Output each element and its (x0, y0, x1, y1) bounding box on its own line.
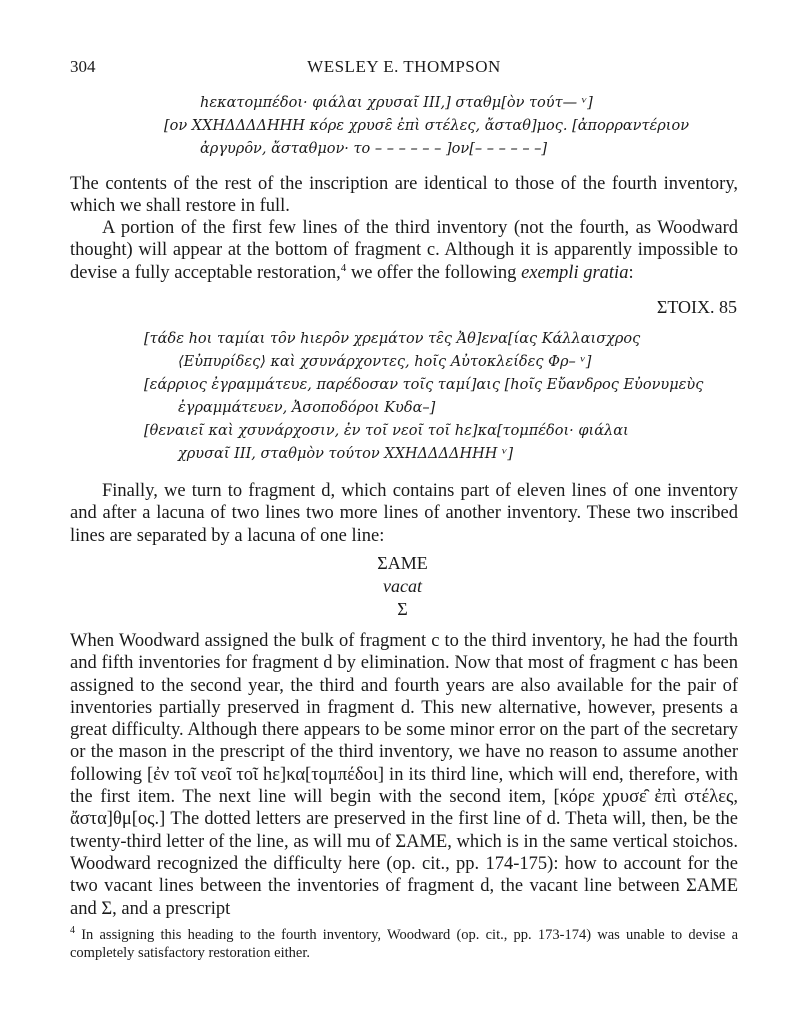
greek-line-mid-2: ⟨Εὐπυρίδες⟩ καὶ χσυνάρχοντες, hοῖς Αὐτοκλείδες Φρ– ᵛ] (178, 354, 592, 370)
footnote-number: 4 (70, 925, 75, 937)
paragraph-2 (70, 217, 738, 284)
paragraph-2-text: A portion of the first few lines of the third inventory (not the fourth, as Woodward thought) will appear at the bottom of fragment c. Although it is apparently impossible to devise a fully acceptable restoration, (70, 218, 738, 283)
greek-line-top-2: [ον ΧΧΗΔΔΔΔΗΗΗ κόρε χρυσε̑ ἐπὶ στέλες, ἄσταθ]μος. [ἀπορραντέριον (164, 118, 690, 134)
greek-line-mid-5: [θεναιεῖ καὶ χσυνάρχοσιν, ἐν τοῖ νεοῖ τοῖ hε]κα[τομπέδοι· φιάλαι (144, 423, 629, 439)
footnote-ref: 4 (340, 261, 347, 274)
greek-line-mid-4: ἐγραμμάτευεν, Ἀσοποδόροι Κυδα–] (178, 400, 436, 416)
paragraph-1: The contents of the rest of the inscription are identical to those of the fourth inventory, which we shall restore in full. (70, 174, 738, 217)
stoichedon-label: ΣΤΟΙΧ. 85 (656, 297, 737, 317)
footnote-text: In assigning this heading to the fourth inventory, Woodward (op. cit., pp. 173-174) was unable to devise a completely satisfactory restoration either. (70, 927, 739, 961)
inscription-sigma: Σ (397, 599, 408, 619)
greek-line-top-3: ἀργυρο̑ν, ἄσταθμον· το – – – – – – ]ον[– – – – – –] (200, 141, 548, 157)
running-header (70, 57, 738, 81)
greek-line-mid-3: [εάρριος ἐγραμμάτευε, παρέδοσαν τοῖς ταμί]αις [hοῖς Εὔανδρος Εὐονυμεὺς (144, 377, 704, 393)
inscription-vacat: vacat (383, 576, 422, 596)
greek-line-mid-6: χρυσαῖ ΙΙΙ, σταθμὸν τούτον ΧΧΗΔΔΔΔΗΗΗ ᵛ] (178, 446, 514, 462)
paragraph-2-tail: we offer the following (346, 262, 522, 283)
paragraph-2-end: : (628, 262, 634, 283)
paragraph-3 (70, 480, 738, 547)
greek-line-mid-1: [τάδε hοι ταμίαι το̑ν hιερο̑ν χρεμάτον τε̑ς Ἀθ]ενα[ίας Κάλλαισχρος (144, 331, 641, 347)
page-number: 304 (70, 57, 96, 76)
inscription-samE: ΣΑΜΕ (377, 553, 428, 573)
footnote (70, 926, 738, 962)
paragraph-4: When Woodward assigned the bulk of fragment c to the third inventory, he had the fourth and fifth inventories for fragment d by elimination. Now that most of fragment c has been assigned to the second year, the third and fourth years are also available for the pair of inventories partially preserved in fragment d. This new alternative, however, presents a great difficulty. Although there appears to be some minor error on the part of the secretary or the mason in the prescript of the third inventory, we have no reason to assume another following [ἐν τοῖ νεοῖ τοῖ hε]κα[τομπέδοι] in its third line, which will end, therefore, with the first item. The next line will begin with the second item, [κόρε χρυσε̑ ἐπὶ στέλες, ἄστα]θμ[ος.] The dotted letters are preserved in the first line of d. Theta will, then, be the twenty-third letter of the line, as will mu of ΣΑΜΕ, which is in the same vertical stoichos. Woodward recognized the difficulty here (op. cit., pp. 174-175): how to account for the two vacant lines between the inventories of fragment d, the vacant line between ΣΑΜΕ and Σ, and a prescript (70, 631, 738, 919)
paragraph-3-text: Finally, we turn to fragment d, which contains part of eleven lines of one inventory and after a lacuna of two lines two more lines of another inventory. These two inscribed lines are separated by a lacuna of one line: (70, 481, 738, 546)
greek-line-top-1: hεκατομπέδοι· φιάλαι χρυσαῖ ΙΙΙ,] σταθμ[ὸν τούτ— ᵛ] (200, 95, 593, 111)
paragraph-2-italic: exempli gratia (521, 262, 629, 283)
running-title: WESLEY E. THOMPSON (307, 57, 501, 76)
